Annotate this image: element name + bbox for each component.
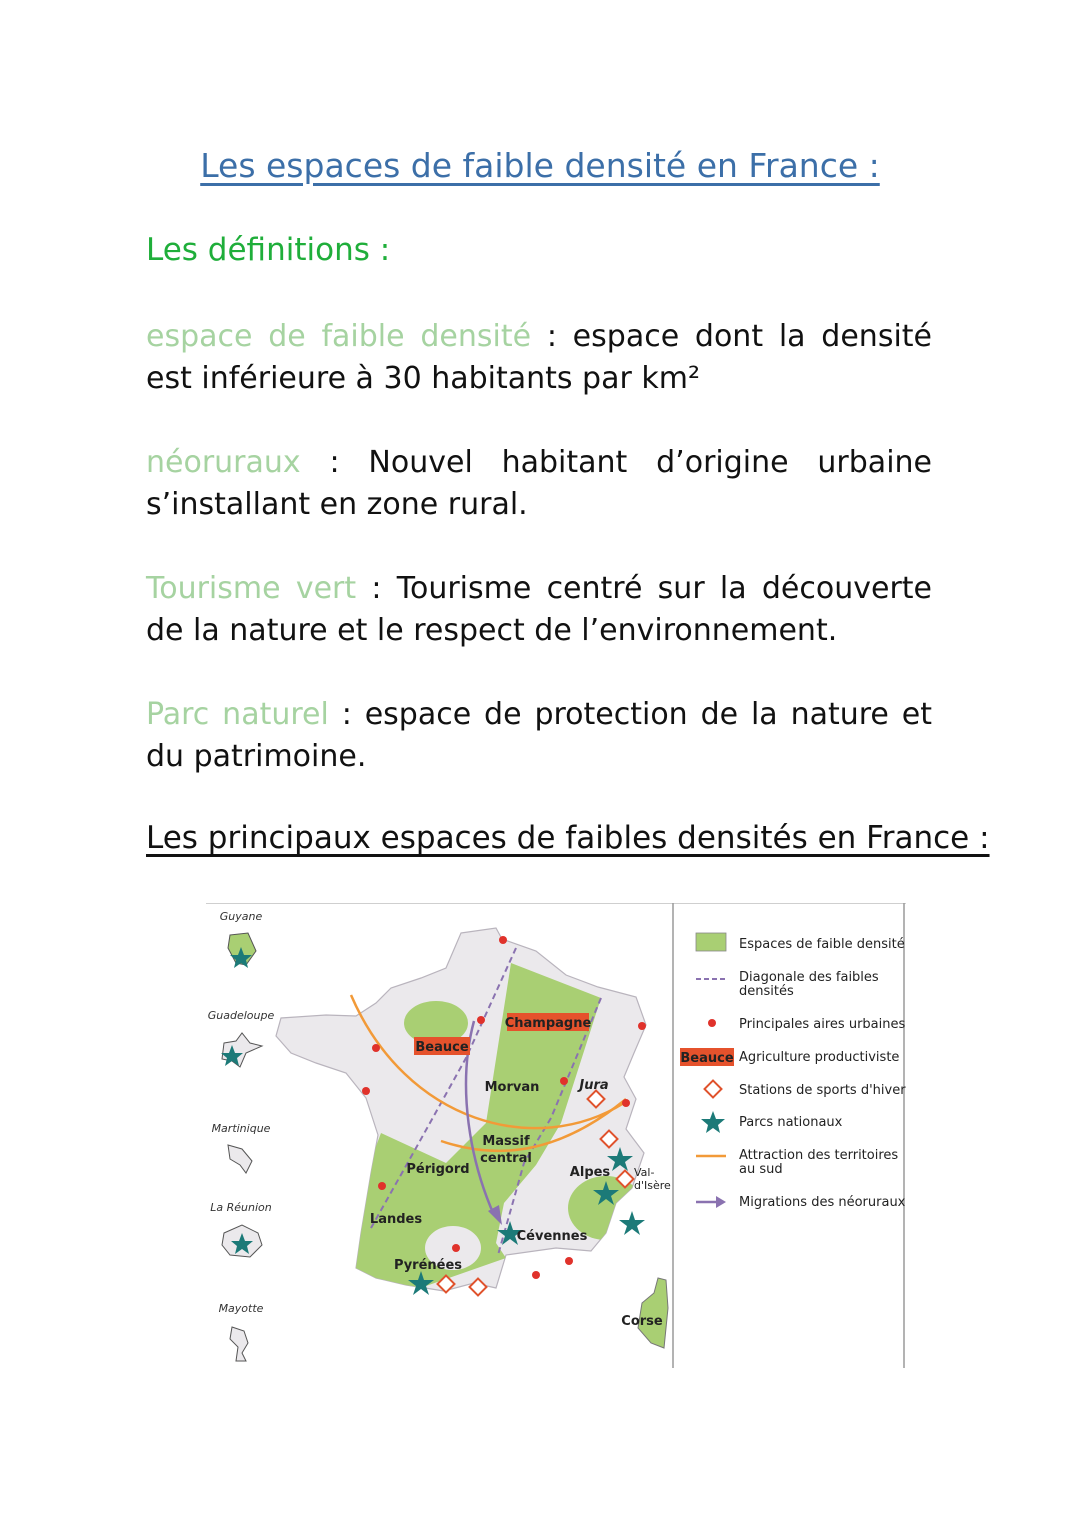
definitions-heading: Les définitions : [146, 232, 391, 268]
legend-ski: Stations de sports d'hiver [739, 1083, 906, 1098]
legend-attraction-line1: Attraction des territoires [739, 1148, 899, 1163]
place-champagne: Champagne [504, 1016, 592, 1031]
page-title: Les espaces de faible densité en France : [200, 146, 880, 185]
place-jura: Jura [579, 1078, 609, 1093]
place-beauce: Beauce [415, 1040, 469, 1055]
legend-swatch-urban [708, 1019, 716, 1027]
definition-tourisme-vert [146, 568, 932, 652]
legend-park: Parcs nationaux [739, 1115, 843, 1130]
definition-text: : espace de protection de la nature et du patrimoine. [146, 697, 932, 774]
legend-diagonal [739, 970, 879, 999]
val-disere-line2: d'Isère [634, 1179, 671, 1192]
legend-diagonal-line1: Diagonale des faibles [739, 970, 879, 985]
place-landes: Landes [369, 1212, 423, 1227]
overseas-guyane: Guyane [219, 910, 263, 923]
mayotte-shape [230, 1327, 248, 1361]
legend-swatch-migration-head [716, 1196, 726, 1208]
legend-low-density: Espaces de faible densité [739, 937, 905, 952]
overseas-guadeloupe: Guadeloupe [207, 1009, 275, 1022]
overseas-martinique: Martinique [211, 1122, 271, 1135]
place-morvan: Morvan [484, 1080, 540, 1095]
low-density-map [206, 903, 906, 1368]
definition-parc-naturel [146, 694, 932, 778]
overseas-mayotte: Mayotte [218, 1302, 264, 1315]
place-val-disere [634, 1166, 671, 1192]
definition-text: : Tourisme centré sur la découverte de la nature et le respect de l’environnement. [146, 571, 932, 648]
term: espace de faible densité [146, 319, 532, 354]
place-cevennes: Cévennes [516, 1229, 588, 1244]
term: Parc naturel [146, 697, 329, 732]
place-perigord: Périgord [406, 1162, 470, 1177]
martinique-shape [228, 1145, 252, 1173]
place-corse: Corse [621, 1314, 663, 1329]
definition-low-density [146, 316, 932, 400]
definition-text: : espace dont la densité est inférieure à 30 habitants par km² [146, 319, 933, 396]
massif-central-line1: Massif [482, 1134, 530, 1149]
map-heading: Les principaux espaces de faibles densités en France : [146, 820, 990, 856]
legend-swatch-park [701, 1111, 725, 1133]
term: néoruraux [146, 445, 301, 480]
definition-neoruraux [146, 442, 932, 526]
place-alpes: Alpes [569, 1165, 611, 1180]
overseas-reunion: La Réunion [210, 1201, 272, 1214]
term: Tourisme vert [146, 571, 357, 606]
legend-swatch-ski [705, 1081, 722, 1098]
legend-diagonal-line2: densités [739, 984, 794, 999]
legend-beauce: Agriculture productiviste [739, 1050, 900, 1065]
legend-migration: Migrations des néoruraux [739, 1195, 906, 1210]
legend-attraction [739, 1148, 898, 1177]
map-legend [680, 933, 906, 1210]
val-disere-line1: Val- [634, 1166, 655, 1179]
massif-central-line2: central [480, 1151, 532, 1166]
park-star [619, 1211, 645, 1235]
legend-swatch-beauce-label: Beauce [680, 1051, 734, 1066]
legend-swatch-low-density [696, 933, 726, 951]
legend-urban: Principales aires urbaines [739, 1017, 906, 1032]
corse-island [638, 1278, 668, 1348]
place-pyrenees: Pyrénées [393, 1258, 463, 1273]
legend-attraction-line2: au sud [739, 1162, 783, 1177]
definition-text: : Nouvel habitant d’origine urbaine s’installant en zone rural. [146, 445, 932, 522]
